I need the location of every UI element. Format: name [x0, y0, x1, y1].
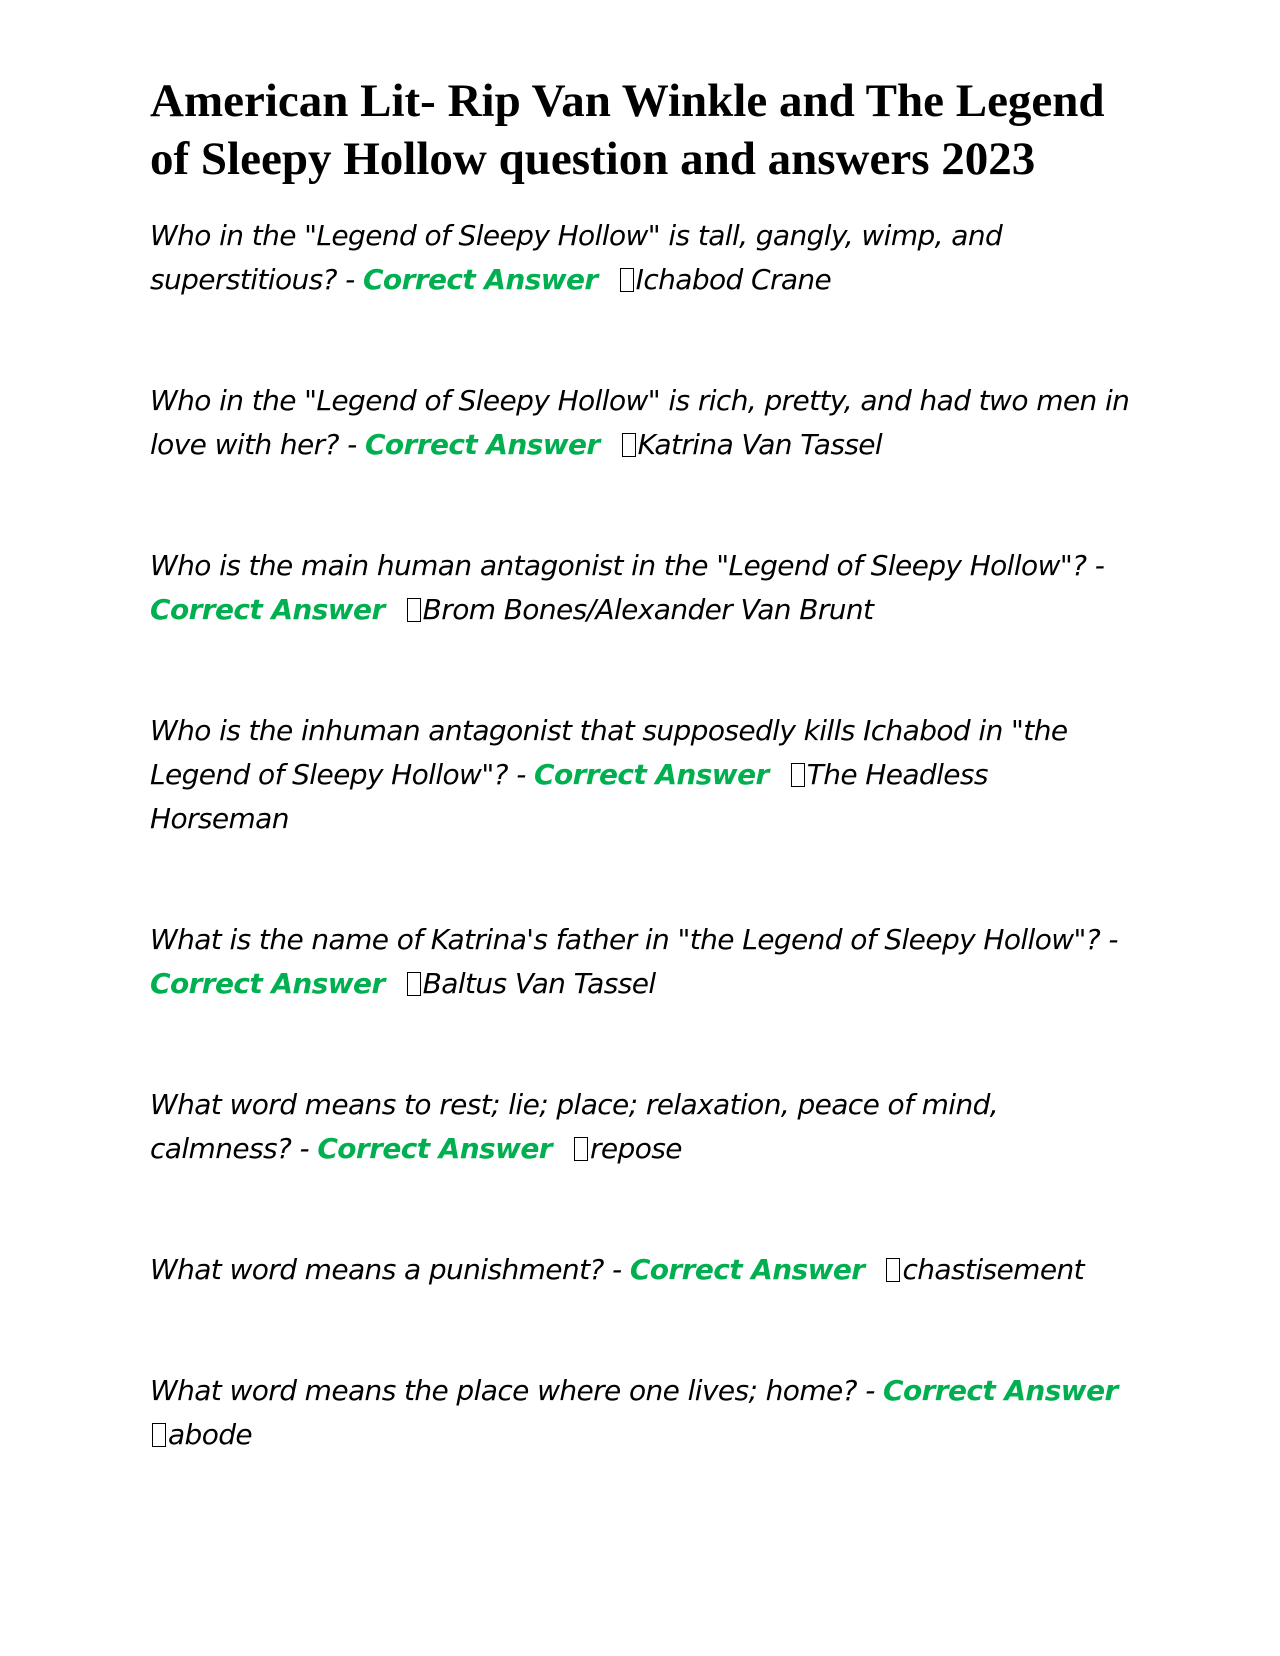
- correct-answer-label: Correct Answer: [317, 1132, 552, 1165]
- correct-answer-label: Correct Answer: [883, 1374, 1118, 1407]
- missing-glyph-box-icon: [620, 268, 634, 292]
- document-title: American Lit- Rip Van Winkle and The Legend of Sleepy Hollow question and answers 2023: [150, 75, 1105, 185]
- missing-glyph-box-icon: [152, 1423, 166, 1447]
- answer-text: Ichabod Crane: [635, 263, 832, 296]
- correct-answer-label: Correct Answer: [364, 428, 600, 461]
- missing-glyph-box-icon: [407, 598, 421, 622]
- document-page: [150, 72, 1130, 1457]
- qa-item: [150, 1369, 1130, 1457]
- question-text: What word means to rest; lie; place; relaxation, peace of mind, calmness? -: [150, 1088, 999, 1165]
- question-text: What word means a punishment? -: [150, 1253, 630, 1286]
- correct-answer-label: Correct Answer: [150, 593, 385, 626]
- qa-item: [150, 379, 1130, 467]
- question-text: What is the name of Katrina's father in "the Legend of Sleepy Hollow"? -: [150, 923, 1118, 956]
- question-text: What word means the place where one lives; home? -: [150, 1374, 884, 1407]
- missing-glyph-box-icon: [886, 1258, 900, 1282]
- missing-glyph-box-icon: [791, 763, 805, 787]
- missing-glyph-box-icon: [407, 972, 421, 996]
- answer-text: abode: [168, 1418, 253, 1451]
- correct-answer-label: Correct Answer: [150, 967, 385, 1000]
- question-text: Who in the "Legend of Sleepy Hollow" is tall, gangly, wimp, and superstitious? -: [150, 219, 1003, 296]
- qa-item: [150, 918, 1130, 1006]
- qa-item: [150, 214, 1130, 302]
- question-text: Who is the inhuman antagonist that supposedly kills Ichabod in "the Legend of Sleepy Hollow"? -: [150, 714, 1068, 791]
- question-text: Who in the "Legend of Sleepy Hollow" is rich, pretty, and had two men in love with her? -: [150, 384, 1130, 461]
- correct-answer-label: Correct Answer: [629, 1253, 865, 1286]
- missing-glyph-box-icon: [574, 1137, 588, 1161]
- correct-answer-label: Correct Answer: [534, 758, 769, 791]
- answer-text: Katrina Van Tassel: [637, 428, 883, 461]
- correct-answer-label: Correct Answer: [362, 263, 598, 296]
- qa-item: [150, 1248, 1130, 1292]
- missing-glyph-box-icon: [622, 433, 636, 457]
- qa-item: [150, 709, 1130, 841]
- answer-text: Brom Bones/Alexander Van Brunt: [422, 593, 874, 626]
- answer-text: repose: [590, 1132, 682, 1165]
- answer-text: Baltus Van Tassel: [422, 967, 656, 1000]
- qa-item: [150, 544, 1130, 632]
- question-text: Who is the main human antagonist in the "Legend of Sleepy Hollow"? -: [150, 549, 1105, 582]
- answer-text: chastisement: [902, 1253, 1084, 1286]
- answer-text: The Headless Horseman: [150, 758, 988, 835]
- qa-item: [150, 1083, 1130, 1171]
